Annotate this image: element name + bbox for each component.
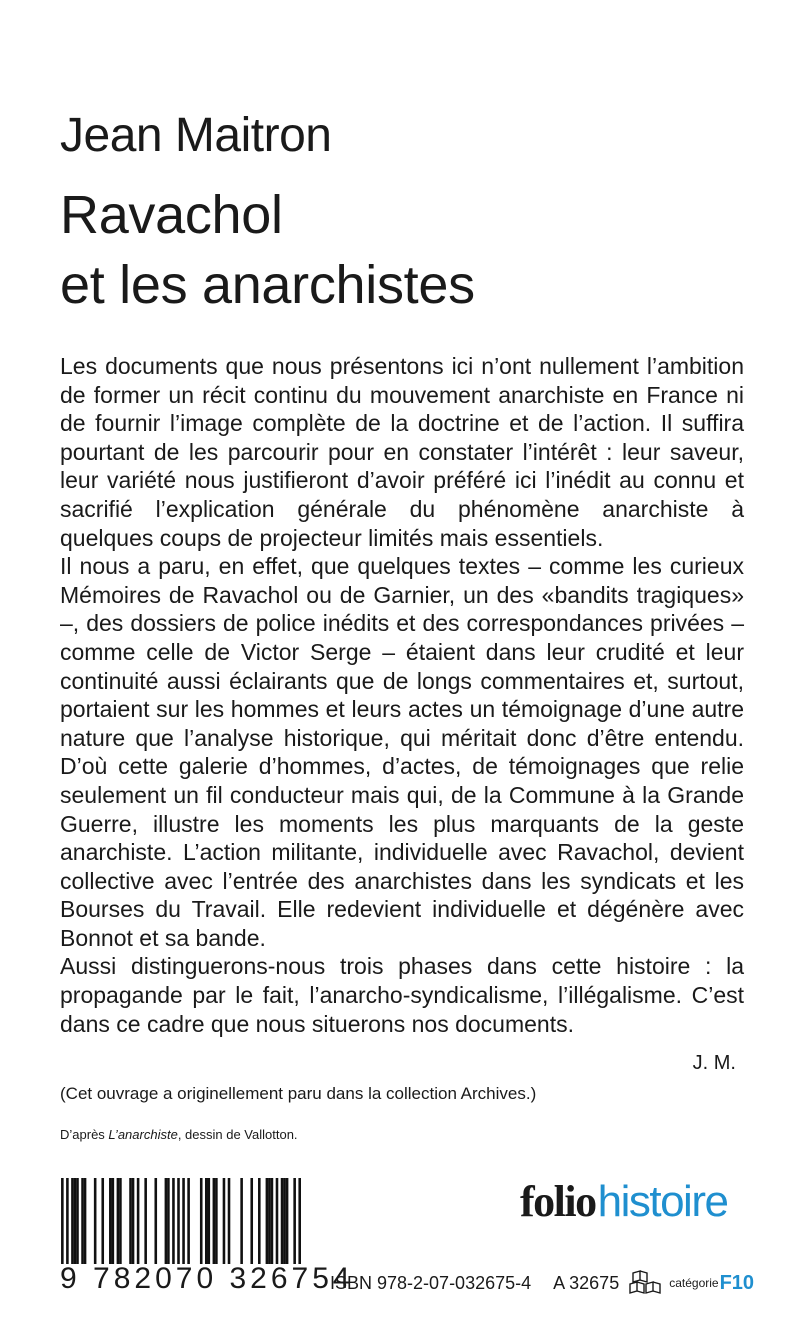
- barcode-bar: [215, 1178, 218, 1270]
- book-title: [60, 180, 475, 320]
- barcode-bar: [154, 1178, 157, 1270]
- barcode-bar: [101, 1178, 104, 1270]
- barcode-bar: [213, 1178, 216, 1270]
- barcode-bar: [240, 1178, 243, 1270]
- barcode-bar: [94, 1178, 97, 1270]
- logo-folio: folio: [520, 1177, 596, 1226]
- barcode-bar: [165, 1178, 168, 1270]
- barcode-bar: [271, 1178, 274, 1270]
- category-label: catégorie: [669, 1276, 719, 1290]
- blurb-signature: J. M.: [692, 1052, 736, 1074]
- barcode-bar: [283, 1178, 286, 1270]
- credit-prefix: D’après: [60, 1127, 109, 1142]
- barcode-bar: [112, 1178, 115, 1270]
- folio-histoire-logo: [520, 1177, 728, 1226]
- barcode-bar: [268, 1178, 271, 1270]
- author-name: Jean Maitron: [60, 109, 332, 162]
- barcode-bar: [258, 1178, 261, 1270]
- barcode-bar: [281, 1178, 284, 1270]
- book-title-line-2: et les anarchistes: [60, 255, 475, 315]
- barcode-bar: [250, 1178, 253, 1270]
- credit-suffix: , dessin de Vallotton.: [177, 1127, 298, 1142]
- barcode-bar: [132, 1178, 135, 1270]
- barcode-bar: [167, 1178, 170, 1270]
- barcode-bar: [208, 1178, 211, 1270]
- barcode-bar: [129, 1178, 132, 1270]
- barcode-bar: [286, 1178, 289, 1270]
- barcode-bar: [205, 1178, 208, 1270]
- isbn: ISBN 978-2-07-032675-4: [330, 1272, 532, 1293]
- blurb-paragraph-1: Les documents que nous présentons ici n’ont nullement l’ambition de former un récit continu du mouvement anarchiste en France ni de fournir l’image complète de la doctrine et de l’action. Il suffira pourtant de les parcourir pour en constater l’intérêt : leur saveur, leur variété nous justifieront d’avoir préféré ici l’inédit au connu et sacrifié l’explication générale du phénomène anarchiste à quelques coups de projecteur limités mais essentiels.: [60, 353, 744, 551]
- barcode-bar: [117, 1178, 120, 1270]
- barcode-bar: [276, 1178, 279, 1270]
- product-code: A 32675: [553, 1272, 620, 1293]
- barcode-bar: [200, 1178, 203, 1270]
- barcode-bar: [137, 1178, 140, 1270]
- credit-work-title: L’anarchiste: [108, 1127, 178, 1142]
- blurb-paragraph-3: Aussi distinguerons-nous trois phases dans cette histoire : la propagande par le fait, l’anarcho-syndicalisme, l’illégalisme. C’est dans ce cadre que nous situerons nos documents.: [60, 953, 744, 1037]
- barcode-bar: [119, 1178, 122, 1270]
- barcode-bar: [144, 1178, 147, 1270]
- barcode-bar: [84, 1178, 87, 1270]
- barcode-bar: [187, 1178, 190, 1270]
- book-title-line-1: Ravachol: [60, 185, 283, 245]
- barcode-bar: [266, 1178, 269, 1270]
- logo-histoire: histoire: [597, 1177, 728, 1226]
- barcode-bar: [109, 1178, 112, 1270]
- footer-line: [330, 1270, 754, 1296]
- illustration-credit: [60, 1127, 298, 1142]
- barcode-bar: [76, 1178, 79, 1270]
- blurb: [60, 352, 744, 1038]
- barcode-bar: [172, 1178, 175, 1270]
- blurb-paragraph-2: Il nous a paru, en effet, que quelques textes – comme les curieux Mémoires de Ravachol ou de Garnier, un des «bandits tragiques» –, des dossiers de police inédits et des correspondances privées – comme celle de Victor Serge – étaient dans leur crudité et leur continuité aussi éclairants que de longs commentaires et, surtout, portaient sur les hommes et leurs actes un témoignage d’une autre nature que l’analyse historique, qui méritait donc d’être entendu. D’où cette galerie d’hommes, d’actes, de témoignages que relie seulement un fil conducteur mais qui, de la Commune à la Grande Guerre, illustre les moments les plus marquants de la geste anarchiste. L’action militante, individuelle avec Ravachol, devient collective avec l’entrée des anarchistes dans les syndicats et les Bourses du Travail. Elle redevient individuelle et dégénère avec Bonnot et sa bande.: [60, 553, 744, 951]
- original-edition-note: (Cet ouvrage a originellement paru dans la collection Archives.): [60, 1084, 537, 1103]
- category-code: F10: [719, 1271, 755, 1294]
- barcode-bar: [74, 1178, 77, 1270]
- barcode-bar: [228, 1178, 231, 1270]
- barcode-bar: [81, 1178, 84, 1270]
- barcode-number: 9 782070 326754: [60, 1262, 354, 1295]
- barcode-bar: [223, 1178, 226, 1270]
- gallimard-books-icon: [629, 1270, 663, 1296]
- barcode-bar: [71, 1178, 74, 1270]
